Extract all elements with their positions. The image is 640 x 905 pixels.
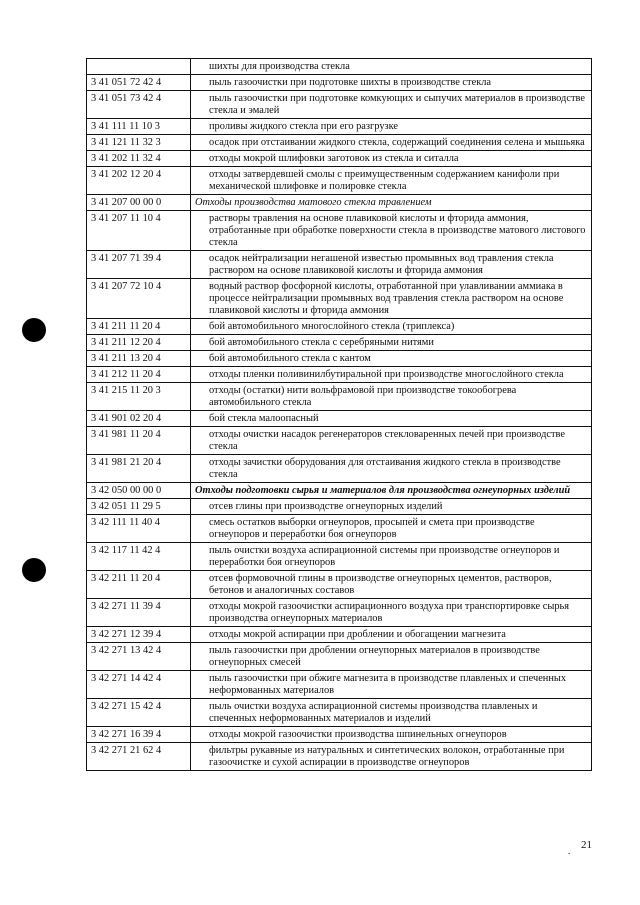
table-group-row — [87, 195, 592, 211]
waste-description-cell: отходы очистки насадок регенераторов стекловаренных печей при производстве стекла — [191, 427, 592, 455]
waste-code-cell: 3 42 271 13 42 4 — [87, 643, 191, 671]
waste-code-cell: 3 41 207 72 10 4 — [87, 279, 191, 319]
table-row — [87, 251, 592, 279]
table-row — [87, 543, 592, 571]
table-group-row — [87, 483, 592, 499]
waste-code-cell: 3 41 207 71 39 4 — [87, 251, 191, 279]
table-row — [87, 167, 592, 195]
waste-code-cell: 3 42 271 14 42 4 — [87, 671, 191, 699]
waste-code-cell: 3 41 202 12 20 4 — [87, 167, 191, 195]
waste-description-cell: отходы (остатки) нити вольфрамовой при производстве токообогрева автомобильного стекла — [191, 383, 592, 411]
waste-code-cell: 3 41 121 11 32 3 — [87, 135, 191, 151]
waste-code-cell: 3 41 202 11 32 4 — [87, 151, 191, 167]
waste-description-cell: пыль газоочистки при дроблении огнеупорных материалов в производстве огнеупорных смесей — [191, 643, 592, 671]
table-row — [87, 151, 592, 167]
table-row — [87, 211, 592, 251]
waste-code-cell: 3 42 271 12 39 4 — [87, 627, 191, 643]
table-row — [87, 59, 592, 75]
punch-hole-mark — [22, 558, 46, 582]
page-dot: . — [568, 846, 571, 856]
waste-code-cell: 3 42 117 11 42 4 — [87, 543, 191, 571]
table-row — [87, 367, 592, 383]
waste-description-cell: шихты для производства стекла — [191, 59, 592, 75]
waste-code-cell: 3 42 211 11 20 4 — [87, 571, 191, 599]
waste-description-cell: растворы травления на основе плавиковой кислоты и фторида аммония, отработанные при обработке поверхности стекла в производстве матового листового стекла — [191, 211, 592, 251]
waste-description-cell: Отходы производства матового стекла травлением — [191, 195, 592, 211]
waste-code-cell: 3 41 051 73 42 4 — [87, 91, 191, 119]
waste-code-cell: 3 41 211 11 20 4 — [87, 319, 191, 335]
waste-description-cell: отходы мокрой газоочистки аспирационного воздуха при транспортировке сырья производства огнеупорных материалов — [191, 599, 592, 627]
table-row — [87, 627, 592, 643]
waste-description-cell: осадок нейтрализации негашеной известью промывных вод травления стекла раствором на основе плавиковой кислоты и фторида аммония — [191, 251, 592, 279]
waste-description-cell: пыль газоочистки при подготовке шихты в производстве стекла — [191, 75, 592, 91]
waste-code-cell: 3 42 051 11 29 5 — [87, 499, 191, 515]
waste-description-cell: водный раствор фосфорной кислоты, отработанной при улавливании аммиака в процессе нейтрализации промывных вод травления стекла раствором на основе плавиковой кислоты и фторида аммония — [191, 279, 592, 319]
table-row — [87, 599, 592, 627]
waste-code-cell: 3 41 981 11 20 4 — [87, 427, 191, 455]
waste-description-cell: пыль очистки воздуха аспирационной системы при производстве огнеупоров и переработки боя огнеупоров — [191, 543, 592, 571]
waste-description-cell: отходы затвердевшей смолы с преимущественным содержанием канифоли при механической шлифовке и полировке стекла — [191, 167, 592, 195]
table-row — [87, 455, 592, 483]
table-row — [87, 319, 592, 335]
table-row — [87, 671, 592, 699]
waste-code-cell: 3 42 271 16 39 4 — [87, 727, 191, 743]
waste-description-cell: Отходы подготовки сырья и материалов для производства огнеупорных изделий — [191, 483, 592, 499]
waste-description-cell: отходы мокрой газоочистки производства шпинельных огнеупоров — [191, 727, 592, 743]
waste-description-cell: отходы мокрой аспирации при дроблении и обогащении магнезита — [191, 627, 592, 643]
waste-description-cell: отходы мокрой шлифовки заготовок из стекла и ситалла — [191, 151, 592, 167]
waste-code-cell: 3 41 981 21 20 4 — [87, 455, 191, 483]
table-row — [87, 427, 592, 455]
punch-hole-mark — [22, 318, 46, 342]
waste-description-cell: отсев формовочной глины в производстве огнеупорных цементов, растворов, бетонов и аналогичных составов — [191, 571, 592, 599]
table-row — [87, 91, 592, 119]
waste-description-cell: осадок при отстаивании жидкого стекла, содержащий соединения селена и мышьяка — [191, 135, 592, 151]
waste-code-cell: 3 41 051 72 42 4 — [87, 75, 191, 91]
waste-code-cell: 3 41 215 11 20 3 — [87, 383, 191, 411]
waste-description-cell: бой стекла малоопасный — [191, 411, 592, 427]
waste-description-cell: бой автомобильного стекла с серебряными нитями — [191, 335, 592, 351]
table-row — [87, 383, 592, 411]
table-row — [87, 351, 592, 367]
waste-code-cell — [87, 59, 191, 75]
table-row — [87, 75, 592, 91]
table-row — [87, 515, 592, 543]
table-row — [87, 335, 592, 351]
waste-code-cell: 3 41 212 11 20 4 — [87, 367, 191, 383]
waste-code-cell: 3 42 271 11 39 4 — [87, 599, 191, 627]
waste-description-cell: смесь остатков выборки огнеупоров, просыпей и смета при производстве огнеупоров и переработки боя огнеупоров — [191, 515, 592, 543]
table-row — [87, 279, 592, 319]
waste-code-cell: 3 42 271 15 42 4 — [87, 699, 191, 727]
table-row — [87, 411, 592, 427]
waste-description-cell: пыль газоочистки при подготовке комкующих и сыпучих материалов в производстве стекла и эмалей — [191, 91, 592, 119]
waste-catalog-table — [86, 58, 592, 771]
waste-description-cell: проливы жидкого стекла при его разгрузке — [191, 119, 592, 135]
table-row — [87, 499, 592, 515]
waste-code-cell: 3 41 211 13 20 4 — [87, 351, 191, 367]
waste-code-cell: 3 42 111 11 40 4 — [87, 515, 191, 543]
table-row — [87, 135, 592, 151]
table-body — [87, 59, 592, 771]
waste-description-cell: отходы пленки поливинилбутиральной при производстве многослойного стекла — [191, 367, 592, 383]
waste-code-cell: 3 42 050 00 00 0 — [87, 483, 191, 499]
waste-code-cell: 3 41 207 11 10 4 — [87, 211, 191, 251]
table-row — [87, 571, 592, 599]
waste-description-cell: пыль очистки воздуха аспирационной системы производства плавленых и спеченных неформованных материалов и изделий — [191, 699, 592, 727]
table-row — [87, 743, 592, 771]
table-row — [87, 643, 592, 671]
waste-code-cell: 3 41 111 11 10 3 — [87, 119, 191, 135]
waste-code-cell: 3 42 271 21 62 4 — [87, 743, 191, 771]
waste-code-cell: 3 41 901 02 20 4 — [87, 411, 191, 427]
waste-code-cell: 3 41 211 12 20 4 — [87, 335, 191, 351]
waste-description-cell: бой автомобильного многослойного стекла (триплекса) — [191, 319, 592, 335]
waste-description-cell: отходы зачистки оборудования для отстаивания жидкого стекла в производстве стекла — [191, 455, 592, 483]
table-row — [87, 727, 592, 743]
waste-description-cell: пыль газоочистки при обжиге магнезита в производстве плавленых и спеченных неформованных материалов — [191, 671, 592, 699]
page-number: 21 — [581, 839, 592, 851]
waste-description-cell: фильтры рукавные из натуральных и синтетических волокон, отработанные при газоочистке и сухой аспирации в производстве огнеупоров — [191, 743, 592, 771]
table-row — [87, 699, 592, 727]
waste-description-cell: отсев глины при производстве огнеупорных изделий — [191, 499, 592, 515]
table-row — [87, 119, 592, 135]
waste-code-cell: 3 41 207 00 00 0 — [87, 195, 191, 211]
waste-description-cell: бой автомобильного стекла с кантом — [191, 351, 592, 367]
